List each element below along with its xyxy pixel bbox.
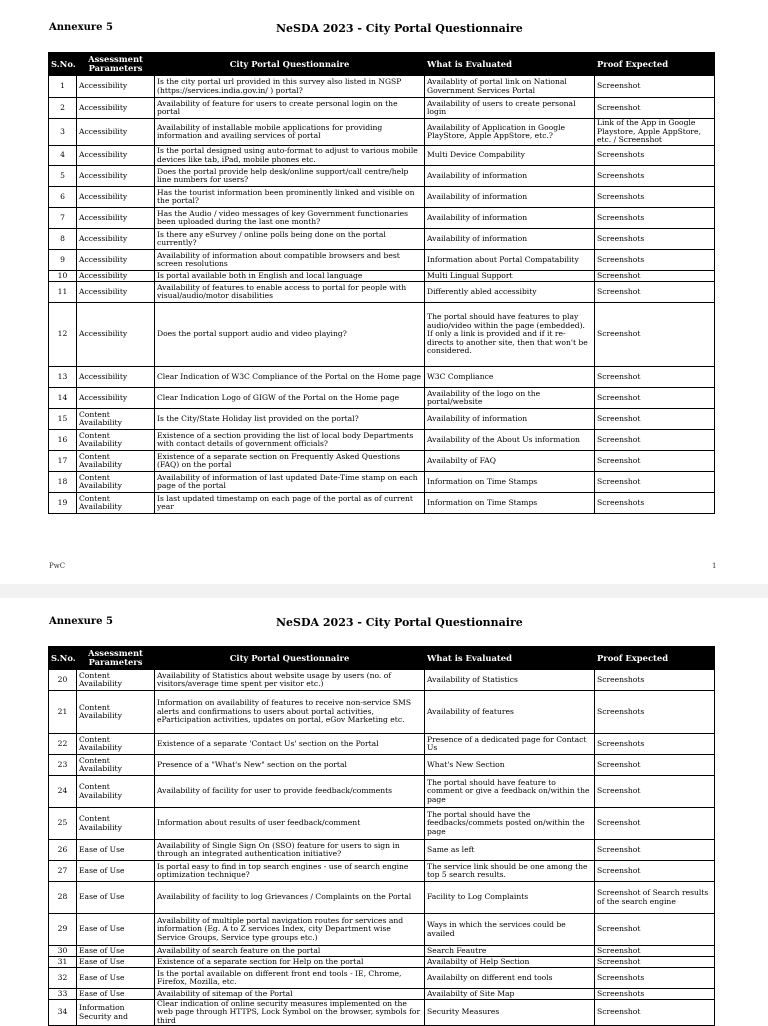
footer-company: PwC bbox=[49, 562, 66, 570]
table-row bbox=[49, 271, 715, 282]
assessment-parameter: Content Availability bbox=[77, 691, 155, 734]
what-is-evaluated: The portal should have features to play audio/video within the page (embedded). If only a link is provided and if it re-directs to another site, then that won't be considered. bbox=[425, 303, 595, 367]
table-row bbox=[49, 367, 715, 388]
proof-expected: Screenshot bbox=[595, 808, 715, 840]
row-number: 23 bbox=[49, 755, 77, 776]
question: Presence of a "What's New" section on the portal bbox=[155, 755, 425, 776]
row-number: 20 bbox=[49, 670, 77, 691]
row-number: 30 bbox=[49, 946, 77, 957]
question: Is the City/State Holiday list provided on the portal? bbox=[155, 409, 425, 430]
assessment-parameter: Ease of Use bbox=[77, 861, 155, 882]
what-is-evaluated: Information on Time Stamps bbox=[425, 472, 595, 493]
question: Availability of search feature on the portal bbox=[155, 946, 425, 957]
annexure-label: Annexure 5 bbox=[49, 22, 113, 33]
question: Availability of information about compatible browsers and best screen resolutions bbox=[155, 250, 425, 271]
question: Has the tourist information been prominently linked and visible on the portal? bbox=[155, 187, 425, 208]
row-number: 4 bbox=[49, 146, 77, 166]
row-number: 27 bbox=[49, 861, 77, 882]
table-row bbox=[49, 808, 715, 840]
what-is-evaluated: Availabilty of Site Map bbox=[425, 989, 595, 1000]
assessment-parameter: Accessibility bbox=[77, 229, 155, 250]
proof-expected: Link of the App in Google Playstore, Apple AppStore, etc. / Screenshot bbox=[595, 119, 715, 146]
what-is-evaluated: Availabilty of Help Section bbox=[425, 957, 595, 968]
question: Does the portal support audio and video playing? bbox=[155, 303, 425, 367]
table-row bbox=[49, 430, 715, 451]
what-is-evaluated: Information on Time Stamps bbox=[425, 493, 595, 514]
header-assessment-parameters: Assessment Parameters bbox=[77, 647, 155, 670]
what-is-evaluated: Availability of the logo on the portal/website bbox=[425, 388, 595, 409]
assessment-parameter: Ease of Use bbox=[77, 914, 155, 946]
table-row bbox=[49, 451, 715, 472]
row-number: 32 bbox=[49, 968, 77, 989]
proof-expected: Screenshots bbox=[595, 989, 715, 1000]
what-is-evaluated: What's New Section bbox=[425, 755, 595, 776]
what-is-evaluated: Availability of information bbox=[425, 409, 595, 430]
what-is-evaluated: Differently abled accessibity bbox=[425, 282, 595, 303]
table-row bbox=[49, 957, 715, 968]
what-is-evaluated: Search Feautre bbox=[425, 946, 595, 957]
assessment-parameter: Accessibility bbox=[77, 367, 155, 388]
assessment-parameter: Content Availability bbox=[77, 734, 155, 755]
what-is-evaluated: The service link should be one among the top 5 search results. bbox=[425, 861, 595, 882]
question: Availability of Single Sign On (SSO) feature for users to sign in through an integrated authentication initiative? bbox=[155, 840, 425, 861]
assessment-parameter: Content Availability bbox=[77, 451, 155, 472]
table-row bbox=[49, 76, 715, 98]
what-is-evaluated: Same as left bbox=[425, 840, 595, 861]
proof-expected: Screenshot bbox=[595, 367, 715, 388]
proof-expected: Screenshot bbox=[595, 840, 715, 861]
assessment-parameter: Content Availability bbox=[77, 472, 155, 493]
page-title: NeSDA 2023 - City Portal Questionnaire bbox=[276, 616, 523, 629]
proof-expected: Screenshot bbox=[595, 271, 715, 282]
question: Clear Indication Logo of GIGW of the Portal on the Home page bbox=[155, 388, 425, 409]
proof-expected: Screenshots bbox=[595, 187, 715, 208]
header-proof-expected: Proof Expected bbox=[595, 647, 715, 670]
what-is-evaluated: Availability of information bbox=[425, 166, 595, 187]
questionnaire-table bbox=[48, 646, 715, 1026]
row-number: 18 bbox=[49, 472, 77, 493]
what-is-evaluated: Information about Portal Compatability bbox=[425, 250, 595, 271]
row-number: 9 bbox=[49, 250, 77, 271]
row-number: 2 bbox=[49, 98, 77, 119]
question: Has the Audio / video messages of key Government functionaries been uploaded during the last one month? bbox=[155, 208, 425, 229]
question: Existence of a separate 'Contact Us' section on the Portal bbox=[155, 734, 425, 755]
page-title: NeSDA 2023 - City Portal Questionnaire bbox=[276, 22, 523, 35]
table-row bbox=[49, 493, 715, 514]
assessment-parameter: Content Availability bbox=[77, 755, 155, 776]
proof-expected: Screenshot bbox=[595, 957, 715, 968]
header-city-portal-questionnaire: City Portal Questionnaire bbox=[155, 53, 425, 76]
what-is-evaluated: Availability of Statistics bbox=[425, 670, 595, 691]
proof-expected: Screenshot bbox=[595, 388, 715, 409]
question: Existence of a separate section for Help on the portal bbox=[155, 957, 425, 968]
question: Availability of features to enable access to portal for people with visual/audio/motor disabilities bbox=[155, 282, 425, 303]
what-is-evaluated: Availability of the About Us information bbox=[425, 430, 595, 451]
question: Availability of multiple portal navigation routes for services and information (Eg. A to Z services Index, city Department wise Service Groups, Service type groups etc.) bbox=[155, 914, 425, 946]
proof-expected: Screenshots bbox=[595, 493, 715, 514]
table-row bbox=[49, 670, 715, 691]
assessment-parameter: Content Availability bbox=[77, 776, 155, 808]
question: Availability of sitemap of the Portal bbox=[155, 989, 425, 1000]
table-row bbox=[49, 166, 715, 187]
question: Is there any eSurvey / online polls being done on the portal currently? bbox=[155, 229, 425, 250]
proof-expected: Screenshot bbox=[595, 946, 715, 957]
row-number: 10 bbox=[49, 271, 77, 282]
row-number: 15 bbox=[49, 409, 77, 430]
table-row bbox=[49, 98, 715, 119]
annexure-label: Annexure 5 bbox=[49, 616, 113, 627]
table-row bbox=[49, 734, 715, 755]
row-number: 31 bbox=[49, 957, 77, 968]
table-row bbox=[49, 946, 715, 957]
question: Is portal easy to find in top search engines - use of search engine optimization technique? bbox=[155, 861, 425, 882]
question: Availability of feature for users to create personal login on the portal bbox=[155, 98, 425, 119]
table-row bbox=[49, 303, 715, 367]
row-number: 3 bbox=[49, 119, 77, 146]
proof-expected: Screenshot bbox=[595, 303, 715, 367]
table-row bbox=[49, 146, 715, 166]
what-is-evaluated: Availability of information bbox=[425, 229, 595, 250]
row-number: 34 bbox=[49, 1000, 77, 1026]
proof-expected: Screenshot bbox=[595, 1000, 715, 1026]
what-is-evaluated: Security Measures bbox=[425, 1000, 595, 1026]
row-number: 1 bbox=[49, 76, 77, 98]
what-is-evaluated: Availabilty on different end tools bbox=[425, 968, 595, 989]
proof-expected: Screenshots bbox=[595, 146, 715, 166]
proof-expected: Screenshot bbox=[595, 472, 715, 493]
what-is-evaluated: The portal should have the feedbacks/commets posted on/within the page bbox=[425, 808, 595, 840]
row-number: 6 bbox=[49, 187, 77, 208]
question: Clear indication of online security measures implemented on the web page through HTTPS, Lock Symbol on the browser, symbols for third bbox=[155, 1000, 425, 1026]
what-is-evaluated: Availability of information bbox=[425, 208, 595, 229]
proof-expected: Screenshot bbox=[595, 861, 715, 882]
table-row bbox=[49, 861, 715, 882]
question: Is the portal available on different front end tools - IE, Chrome, Firefox, Mozilla, etc. bbox=[155, 968, 425, 989]
question: Information about results of user feedback/comment bbox=[155, 808, 425, 840]
assessment-parameter: Content Availability bbox=[77, 808, 155, 840]
assessment-parameter: Ease of Use bbox=[77, 882, 155, 914]
question: Is last updated timestamp on each page of the portal as of current year bbox=[155, 493, 425, 514]
question: Clear Indication of W3C Compliance of the Portal on the Home page bbox=[155, 367, 425, 388]
what-is-evaluated: Facility to Log Complaints bbox=[425, 882, 595, 914]
assessment-parameter: Accessibility bbox=[77, 187, 155, 208]
table-row bbox=[49, 409, 715, 430]
row-number: 8 bbox=[49, 229, 77, 250]
proof-expected: Screenshot bbox=[595, 755, 715, 776]
row-number: 26 bbox=[49, 840, 77, 861]
row-number: 24 bbox=[49, 776, 77, 808]
assessment-parameter: Content Availability bbox=[77, 493, 155, 514]
header-assessment-parameters: Assessment Parameters bbox=[77, 53, 155, 76]
assessment-parameter: Ease of Use bbox=[77, 957, 155, 968]
what-is-evaluated: Availablity of portal link on National Government Services Portal bbox=[425, 76, 595, 98]
question: Does the portal provide help desk/online support/call centre/help line numbers for users? bbox=[155, 166, 425, 187]
assessment-parameter: Content Availability bbox=[77, 670, 155, 691]
row-number: 22 bbox=[49, 734, 77, 755]
row-number: 13 bbox=[49, 367, 77, 388]
table-row bbox=[49, 119, 715, 146]
proof-expected: Screenshots bbox=[595, 691, 715, 734]
question: Existence of a section providing the list of local body Departments with contact details of government officials? bbox=[155, 430, 425, 451]
proof-expected: Screenshot bbox=[595, 430, 715, 451]
what-is-evaluated: Availability of Application in Google PlayStore, Apple AppStore, etc.? bbox=[425, 119, 595, 146]
assessment-parameter: Accessibility bbox=[77, 119, 155, 146]
question: Existence of a separate section on Frequently Asked Questions (FAQ) on the portal bbox=[155, 451, 425, 472]
assessment-parameter: Ease of Use bbox=[77, 840, 155, 861]
assessment-parameter: Content Availability bbox=[77, 409, 155, 430]
proof-expected: Screenshots bbox=[595, 734, 715, 755]
row-number: 5 bbox=[49, 166, 77, 187]
questionnaire-table bbox=[48, 52, 715, 514]
header-what-is-evaluated: What is Evaluated bbox=[425, 647, 595, 670]
assessment-parameter: Ease of Use bbox=[77, 946, 155, 957]
proof-expected: Screenshot bbox=[595, 76, 715, 98]
proof-expected: Screenshot bbox=[595, 98, 715, 119]
what-is-evaluated: The portal should have feature to comment or give a feedback on/within the page bbox=[425, 776, 595, 808]
assessment-parameter: Ease of Use bbox=[77, 968, 155, 989]
proof-expected: Screenshots bbox=[595, 968, 715, 989]
assessment-parameter: Accessibility bbox=[77, 271, 155, 282]
table-row bbox=[49, 755, 715, 776]
row-number: 16 bbox=[49, 430, 77, 451]
page-separator bbox=[0, 584, 768, 598]
table-row bbox=[49, 282, 715, 303]
proof-expected: Screenshots bbox=[595, 166, 715, 187]
what-is-evaluated: W3C Compliance bbox=[425, 367, 595, 388]
question: Is portal available both in English and local language bbox=[155, 271, 425, 282]
assessment-parameter: Accessibility bbox=[77, 282, 155, 303]
what-is-evaluated: Presence of a dedicated page for Contact Us bbox=[425, 734, 595, 755]
assessment-parameter: Accessibility bbox=[77, 98, 155, 119]
proof-expected: Screenshot bbox=[595, 451, 715, 472]
proof-expected: Screenshot bbox=[595, 776, 715, 808]
question: Is the city portal url provided in this survey also listed in NGSP (https://services.india.gov.in/ ) portal? bbox=[155, 76, 425, 98]
table-row bbox=[49, 776, 715, 808]
table-header-row bbox=[49, 647, 715, 670]
row-number: 7 bbox=[49, 208, 77, 229]
table-row bbox=[49, 1000, 715, 1026]
table-header-row bbox=[49, 53, 715, 76]
header-sno: S.No. bbox=[49, 53, 77, 76]
proof-expected: Screenshot bbox=[595, 282, 715, 303]
table-row bbox=[49, 691, 715, 734]
what-is-evaluated: Availabilty of FAQ bbox=[425, 451, 595, 472]
what-is-evaluated: Availability of users to create personal login bbox=[425, 98, 595, 119]
assessment-parameter: Accessibility bbox=[77, 146, 155, 166]
row-number: 19 bbox=[49, 493, 77, 514]
proof-expected: Screenshot bbox=[595, 914, 715, 946]
table-row bbox=[49, 914, 715, 946]
what-is-evaluated: Availability of information bbox=[425, 187, 595, 208]
question: Information on availability of features to receive non-service SMS alerts and confirmations to users about portal activities, eParticipation activities, updates on portal, eGov Marketing etc. bbox=[155, 691, 425, 734]
row-number: 25 bbox=[49, 808, 77, 840]
table-row bbox=[49, 882, 715, 914]
footer-page-number: 1 bbox=[712, 562, 717, 570]
row-number: 14 bbox=[49, 388, 77, 409]
table-row bbox=[49, 472, 715, 493]
proof-expected: Screenshots bbox=[595, 229, 715, 250]
what-is-evaluated: Availability of features bbox=[425, 691, 595, 734]
assessment-parameter: Content Availability bbox=[77, 430, 155, 451]
proof-expected: Screenshots bbox=[595, 670, 715, 691]
header-sno: S.No. bbox=[49, 647, 77, 670]
question: Availability of facility to log Grievances / Complaints on the Portal bbox=[155, 882, 425, 914]
assessment-parameter: Accessibility bbox=[77, 166, 155, 187]
assessment-parameter: Accessibility bbox=[77, 303, 155, 367]
question: Availability of facility for user to provide feedback/comments bbox=[155, 776, 425, 808]
question: Availability of Statistics about website usage by users (no. of visitors/average time spent per visitor etc.) bbox=[155, 670, 425, 691]
table-row bbox=[49, 208, 715, 229]
proof-expected: Screenshot of Search results of the search engine bbox=[595, 882, 715, 914]
question: Is the portal designed using auto-format to adjust to various mobile devices like tab, iPad, mobile phones etc. bbox=[155, 146, 425, 166]
proof-expected: Screenshot bbox=[595, 409, 715, 430]
assessment-parameter: Accessibility bbox=[77, 388, 155, 409]
row-number: 21 bbox=[49, 691, 77, 734]
what-is-evaluated: Multi Lingual Support bbox=[425, 271, 595, 282]
assessment-parameter: Ease of Use bbox=[77, 989, 155, 1000]
row-number: 29 bbox=[49, 914, 77, 946]
row-number: 33 bbox=[49, 989, 77, 1000]
proof-expected: Screenshots bbox=[595, 250, 715, 271]
table-row bbox=[49, 968, 715, 989]
table-row bbox=[49, 187, 715, 208]
assessment-parameter: Accessibility bbox=[77, 250, 155, 271]
table-row bbox=[49, 388, 715, 409]
assessment-parameter: Accessibility bbox=[77, 76, 155, 98]
header-proof-expected: Proof Expected bbox=[595, 53, 715, 76]
row-number: 11 bbox=[49, 282, 77, 303]
what-is-evaluated: Multi Device Compability bbox=[425, 146, 595, 166]
table-row bbox=[49, 989, 715, 1000]
assessment-parameter: Accessibility bbox=[77, 208, 155, 229]
table-row bbox=[49, 229, 715, 250]
what-is-evaluated: Ways in which the services could be availed bbox=[425, 914, 595, 946]
proof-expected: Screenshots bbox=[595, 208, 715, 229]
header-what-is-evaluated: What is Evaluated bbox=[425, 53, 595, 76]
question: Availability of information of last updated Date-Time stamp on each page of the portal bbox=[155, 472, 425, 493]
header-city-portal-questionnaire: City Portal Questionnaire bbox=[155, 647, 425, 670]
table-row bbox=[49, 840, 715, 861]
table-row bbox=[49, 250, 715, 271]
row-number: 17 bbox=[49, 451, 77, 472]
row-number: 12 bbox=[49, 303, 77, 367]
assessment-parameter: Information Security and bbox=[77, 1000, 155, 1026]
question: Availability of installable mobile applications for providing information and availing services of portal bbox=[155, 119, 425, 146]
row-number: 28 bbox=[49, 882, 77, 914]
